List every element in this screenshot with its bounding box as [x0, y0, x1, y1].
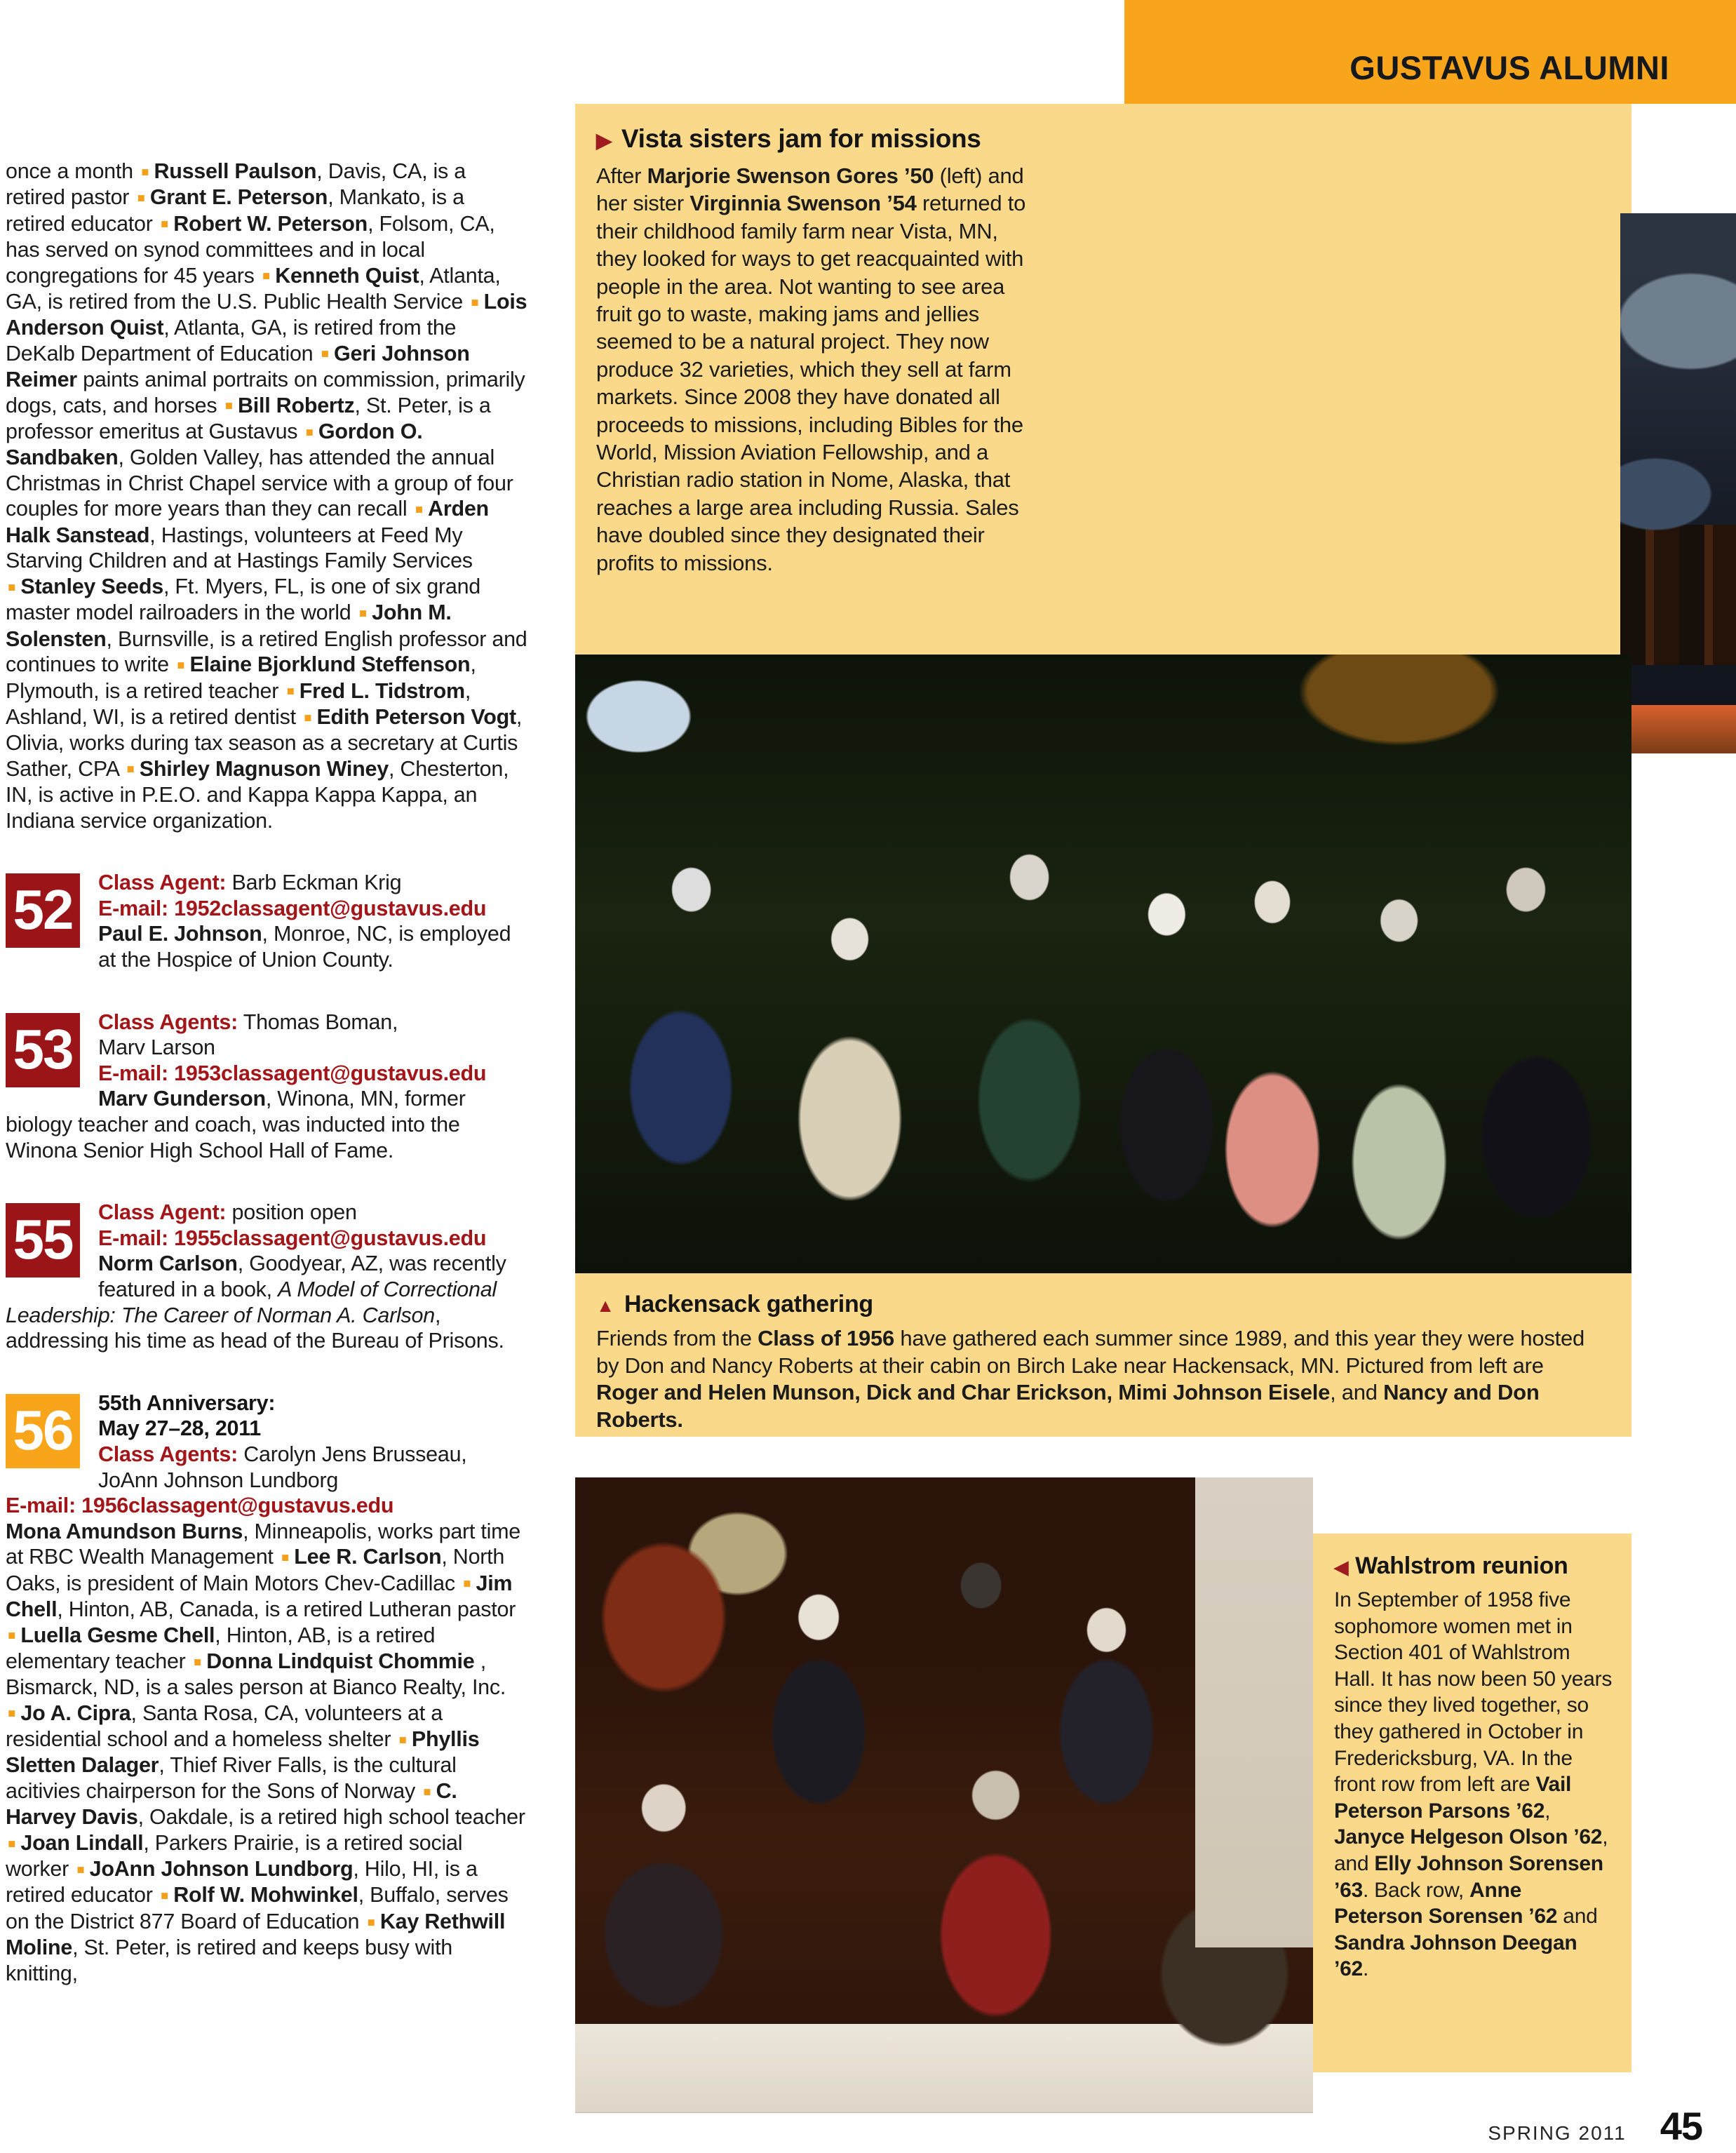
hackensack-heading	[596, 1289, 1610, 1321]
class-section-53	[6, 1010, 527, 1164]
wahlstrom-body: In September of 1958 five sophomore women met in Section 401 of Wahlstrom Hall. It has now been 50 years since they lived together, so they gathered in October in Fredericksburg, VA. In the front row from left are Vail Peterson Parsons ’62, Janyce Helgeson Olson ’62, and Elly Johnson Sorensen ’63. Back row, Anne Peterson Sorensen ’62 and Sandra Johnson Deegan ’62.	[1334, 1588, 1613, 1981]
page-footer	[1488, 2103, 1702, 2149]
page-number: 45	[1660, 2104, 1702, 2148]
class-section-text: Class Agents: Thomas Boman, Marv Larson E-mail: 1953classagent@gustavus.edu Marv Gunderson, Winona, MN, former biology teacher and coach, was inducted into the Winona Senior High School Hall of Fame.	[6, 1010, 487, 1162]
class-section-55	[6, 1200, 527, 1354]
class-section-52	[6, 870, 527, 972]
class-year-badge: 53	[6, 1013, 80, 1087]
class-section-text: 55th Anniversary: May 27–28, 2011 Class Agents: Carolyn Jens Brusseau, JoAnn Johnson Lundborg E-mail: 1956classagent@gustavus.edu Mona Amundson Burns, Minneapolis, works part time at RBC Wealth Management ■ Lee R. Carlson, North Oaks, is president of Main Motors Chev-Cadillac ■ Jim Chell, Hinton, AB, Canada, is a retired Lutheran pastor ■ Luella Gesme Chell, Hinton, AB, is a retired elementary teacher ■ Donna Lindquist Chommie , Bismarck, ND, is a sales person at Bianco Realty, Inc. ■ Jo A. Cipra, Santa Rosa, CA, volunteers at a residential school and a homeless shelter ■ Phyllis Sletten Dalager, Thief River Falls, is the cultural acitivies chairperson for the Sons of Norway ■ C. Harvey Davis, Oakdale, is a retired high school teacher ■ Joan Lindall, Parkers Prairie, is a retired social worker ■ JoAnn Johnson Lundborg, Hilo, HI, is a retired educator ■ Rolf W. Mohwinkel, Buffalo, serves on the District 877 Board of Education ■ Kay Rethwill Moline, St. Peter, is retired and keeps busy with knitting,	[6, 1390, 525, 1985]
hackensack-caption-panel	[575, 1273, 1631, 1437]
section-header-bar	[1124, 0, 1736, 104]
left-triangle-icon: ◀	[1334, 1557, 1349, 1578]
vista-sisters-body: After Marjorie Swenson Gores ’50 (left) and her sister Virginnia Swenson ’54 returned to their childhood family farm near Vista, MN, they looked for ways to get reacquainted with people in the area. Not wanting to see area fruit go to waste, making jams and jellies seemed to be a natural project. They now produce 32 varieties, which they sell at farm markets. Since 2008 they have donated all proceeds to missions, including Bibles for the World, Mission Aviation Fellowship, and a Christian radio station in Nome, Alaska, that reaches a large area including Russia. Sales have doubled since they designated their profits to missions.	[596, 163, 1026, 575]
section-title: GUSTAVUS ALUMNI	[1350, 49, 1669, 86]
class-notes-column	[6, 159, 527, 1986]
hackensack-title: Hackensack gathering	[624, 1291, 873, 1317]
class-year-badge: 52	[6, 873, 80, 948]
vista-sisters-heading	[596, 123, 1028, 156]
vista-sisters-panel	[575, 104, 1631, 655]
class-section-text: Class Agent: Barb Eckman Krig E-mail: 1952classagent@gustavus.edu Paul E. Johnson, Monroe, NC, is employed at the Hospice of Union County.	[98, 871, 511, 972]
wahlstrom-reunion-photo	[575, 1477, 1313, 2113]
class-year-badge: 55	[6, 1203, 80, 1277]
vista-sisters-photo	[1620, 213, 1736, 753]
class-notes-intro: once a month ■ Russell Paulson, Davis, CA, is a retired pastor ■ Grant E. Peterson, Mankato, is a retired educator ■ Robert W. Peterson, Folsom, CA, has served on synod committees and in local congregations for 45 years ■ Kenneth Quist, Atlanta, GA, is retired from the U.S. Public Health Service ■ Lois Anderson Quist, Atlanta, GA, is retired from the DeKalb Department of Education ■ Geri Johnson Reimer paints animal portraits on commission, primarily dogs, cats, and horses ■ Bill Robertz, St. Peter, is a professor emeritus at Gustavus ■ Gordon O. Sandbaken, Golden Valley, has attended the annual Christmas in Christ Chapel service with a group of four couples for more years than they can recall ■ Arden Halk Sanstead, Hastings, volunteers at Feed My Starving Children and at Hastings Family Services ■ Stanley Seeds, Ft. Myers, FL, is one of six grand master model railroaders in the world ■ John M. Solensten, Burnsville, is a retired English professor and continues to write ■ Elaine Bjorklund Steffenson, Plymouth, is a retired teacher ■ Fred L. Tidstrom, Ashland, WI, is a retired dentist ■ Edith Peterson Vogt, Olivia, works during tax season as a secretary at Curtis Sather, CPA ■ Shirley Magnuson Winey, Chesterton, IN, is active in P.E.O. and Kappa Kappa Kappa, an Indiana service organization.	[6, 159, 527, 833]
hackensack-body: Friends from the Class of 1956 have gathered each summer since 1989, and this year they were hosted by Don and Nancy Roberts at their cabin on Birch Lake near Hackensack, MN. Pictured from left are Roger and Helen Munson, Dick and Char Erickson, Mimi Johnson Eisele, and Nancy and Don Roberts.	[596, 1326, 1584, 1432]
vista-sisters-story	[575, 104, 1047, 655]
issue-label: SPRING 2011	[1488, 2122, 1627, 2144]
wahlstrom-caption-panel	[1313, 1534, 1631, 2072]
class-year-badge: 56	[6, 1394, 80, 1468]
wahlstrom-heading	[1334, 1552, 1613, 1581]
wahlstrom-title: Wahlstrom reunion	[1355, 1552, 1568, 1579]
vista-sisters-title: Vista sisters jam for missions	[621, 124, 981, 153]
right-triangle-icon: ▶	[596, 130, 612, 152]
class-section-56	[6, 1390, 527, 1987]
hackensack-gathering-photo	[575, 655, 1631, 1273]
class-section-text: Class Agent: position open E-mail: 1955classagent@gustavus.edu Norm Carlson, Goodyear, AZ, was recently featured in a book, A Model of Correctional Leadership: The Career of Norman A. Carlson, addressing his time as head of the Bureau of Prisons.	[6, 1200, 506, 1353]
up-triangle-icon: ▲	[596, 1295, 614, 1316]
